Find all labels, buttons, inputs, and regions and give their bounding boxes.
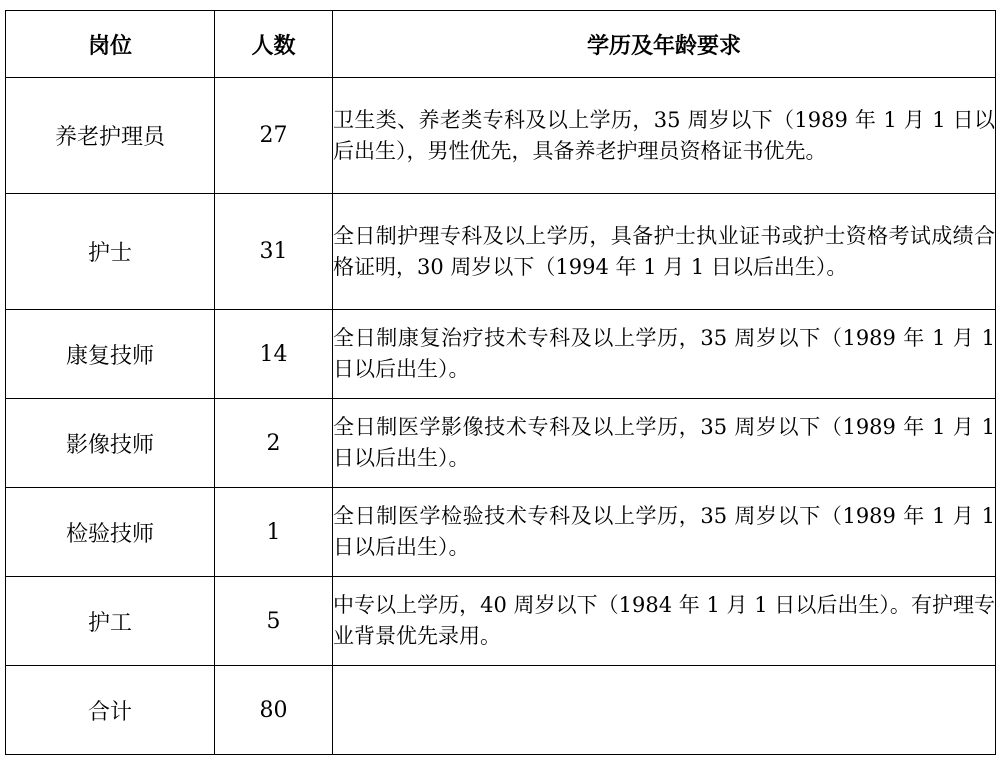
table-row: [6, 194, 996, 310]
table-row: [6, 577, 996, 666]
count-cell: 31: [215, 194, 333, 310]
post-cell: 检验技师: [6, 488, 215, 577]
total-requirement-cell: [333, 666, 996, 755]
table-row: [6, 310, 996, 399]
header-requirement: 学历及年龄要求: [333, 11, 996, 78]
requirement-cell: 全日制医学影像技术专科及以上学历，35 周岁以下（1989 年 1 月 1 日以后出生）。: [333, 399, 996, 488]
count-cell: 1: [215, 488, 333, 577]
post-cell: 护士: [6, 194, 215, 310]
requirement-cell: 卫生类、养老类专科及以上学历，35 周岁以下（1989 年 1 月 1 日以后出生），男性优先，具备养老护理员资格证书优先。: [333, 78, 996, 194]
requirement-cell: 全日制医学检验技术专科及以上学历，35 周岁以下（1989 年 1 月 1 日以后出生）。: [333, 488, 996, 577]
post-cell: 影像技师: [6, 399, 215, 488]
post-cell: 康复技师: [6, 310, 215, 399]
table-header-row: [6, 11, 996, 78]
requirement-cell: 全日制护理专科及以上学历，具备护士执业证书或护士资格考试成绩合格证明，30 周岁以下（1994 年 1 月 1 日以后出生）。: [333, 194, 996, 310]
table-row: [6, 488, 996, 577]
recruitment-table: [5, 10, 996, 755]
table-row: [6, 399, 996, 488]
total-count-cell: 80: [215, 666, 333, 755]
count-cell: 5: [215, 577, 333, 666]
requirement-cell: 全日制康复治疗技术专科及以上学历，35 周岁以下（1989 年 1 月 1 日以后出生）。: [333, 310, 996, 399]
header-post: 岗位: [6, 11, 215, 78]
total-label-cell: 合计: [6, 666, 215, 755]
requirement-cell: 中专以上学历，40 周岁以下（1984 年 1 月 1 日以后出生）。有护理专业背景优先录用。: [333, 577, 996, 666]
post-cell: 养老护理员: [6, 78, 215, 194]
table-total-row: [6, 666, 996, 755]
header-count: 人数: [215, 11, 333, 78]
count-cell: 27: [215, 78, 333, 194]
count-cell: 2: [215, 399, 333, 488]
post-cell: 护工: [6, 577, 215, 666]
count-cell: 14: [215, 310, 333, 399]
table-row: [6, 78, 996, 194]
